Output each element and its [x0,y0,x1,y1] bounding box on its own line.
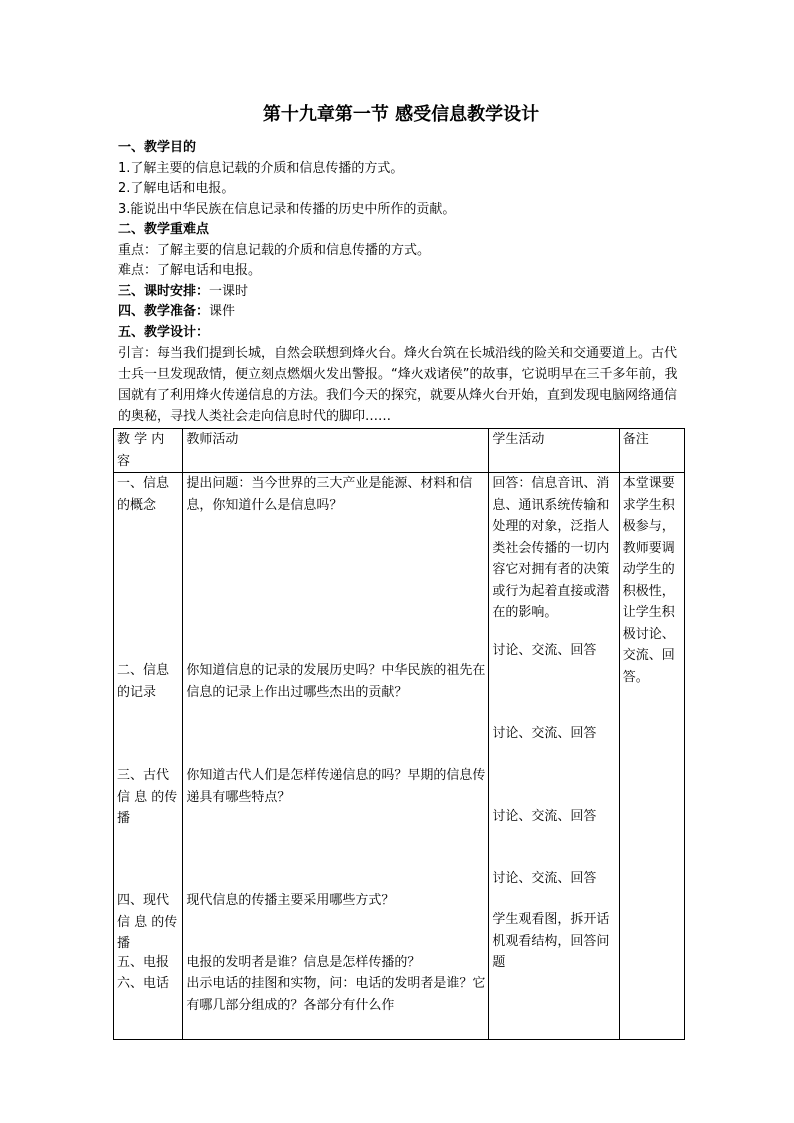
objective-item: 1.了解主要的信息记载的介质和信息传播的方式。 [118,160,404,176]
preparation-heading: 四、教学准备： [118,304,210,319]
page-title: 第十九章第一节 感受信息教学设计 [262,104,540,125]
schedule-value: 一课时 [209,283,249,299]
student-item: 讨论、交流、回答 [492,643,597,658]
student-item: 讨论、交流、回答 [492,726,597,741]
student-column [489,473,619,1040]
content-column [114,473,183,1040]
teacher-item: 电报的发明者是谁？信息是怎样传播的？ [186,955,421,970]
student-item: 讨论、交流、回答 [492,871,597,886]
student-item: 回答：信息音讯、消息、通讯系统传输和处理的对象，泛指人类社会传播的一切内容它对拥有者的决策或行为起着直接或潜在的影响。 [492,476,610,620]
preparation-value: 课件 [209,304,236,319]
header-student: 学生活动 [489,429,619,473]
objectives-heading: 一、教学目的 [118,140,197,155]
content-item: 五、电报 [117,955,170,970]
content-item: 三、古代信 息 的传播 [117,768,178,826]
teacher-item: 你知道古代人们是怎样传递信息的吗？早期的信息传递具有哪些特点？ [186,768,486,805]
content-item: 四、现代信 息 的传播 [117,893,178,951]
header-content: 教 学 内 容 [114,429,183,473]
objective-item: 3.能说出中华民族在信息记录和传播的历史中所作的贡献。 [118,201,456,217]
note-column [619,473,684,1040]
teacher-column [183,473,489,1040]
lesson-table [113,428,685,1040]
schedule-heading: 三、课时安排： [118,283,210,299]
student-item: 讨论、交流、回答 [492,809,597,824]
teacher-item: 提出问题：当今世界的三大产业是能源、材料和信息，你知道什么是信息吗？ [186,476,473,513]
design-heading: 五、教学设计： [118,324,210,340]
difficulty-line: 难点：了解电话和电报。 [118,263,262,278]
content-item: 二、信息的记录 [117,663,170,700]
document-page [118,102,684,427]
header-teacher: 教师活动 [183,429,489,473]
content-item: 一、信息的概念 [117,476,170,513]
header-note: 备注 [619,429,684,473]
intro-paragraph: 引言：每当我们提到长城，自然会联想到烽火台。烽火台筑在长城沿线的险关和交通要道上。古代士兵一旦发现敌情，便立刻点燃烟火发出警报。“烽火戏诸侯”的故事，它说明早在三千多年前，我国就有了利用烽火传递信息的方法。我们今天的探究，就要从烽火台开始，直到发现电脑网络通信的奥秘，寻找人类社会走向信息时代的脚印…… [118,346,678,424]
teacher-item: 出示电话的挂图和实物，问：电话的发明者是谁？它有哪几部分组成的？各部分有什么作 [186,976,486,1013]
preparation-line [118,302,684,323]
key-points-heading: 二、教学重难点 [118,222,210,237]
note-text: 本堂课要求学生积极参与，教师要调动学生的积极性，让学生积极讨论、交流、回答。 [622,476,675,685]
table-row [114,473,685,1040]
teacher-item: 现代信息的传播主要采用哪些方式？ [186,893,395,908]
student-item: 学生观看图，拆开话机观看结构，回答问题 [492,912,610,970]
content-item: 六、电话 [117,976,170,991]
table-header-row [114,429,685,473]
objective-item: 2.了解电话和电报。 [118,181,235,196]
schedule-line [118,282,684,303]
focus-line: 重点：了解主要的信息记载的介质和信息传播的方式。 [118,242,431,258]
teacher-item: 你知道信息的记录的发展历史吗？中华民族的祖先在信息的记录上作出过哪些杰出的贡献？ [186,663,486,700]
